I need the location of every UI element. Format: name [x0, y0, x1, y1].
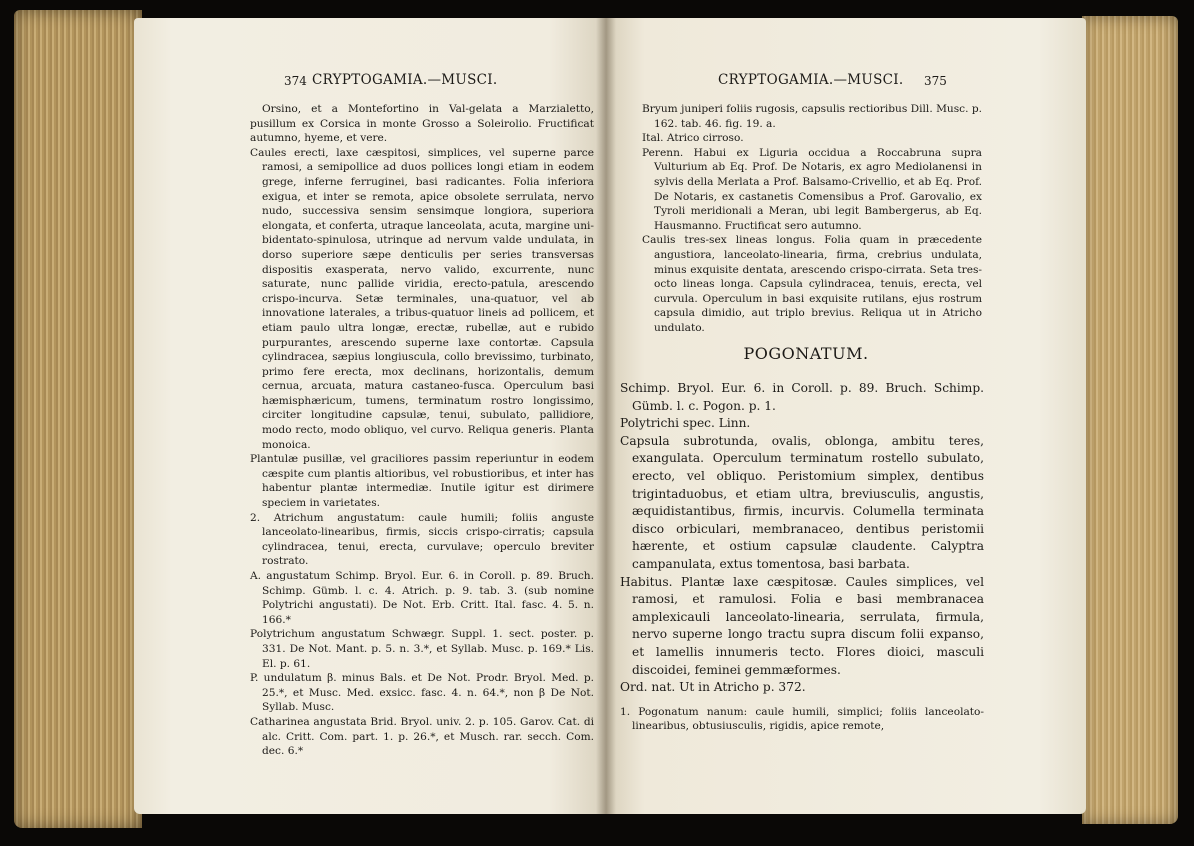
right-paragraph-3: Caulis tres-sex lineas longus. Folia quam in præcedente angustiora, lanceolato-linearia, firma, crebrius undulata, minus exquisite dentata, arescendo crispo-cirrata. Seta tres-octo lineas longa. Capsula cylindracea, tenuis, erecta, vel curvula. Operculum in basi exquisite rutilans, ejus rostrum capsula dimidio, aut triplo brevius. Reliqua ut in Atricho undulato. — [642, 234, 982, 334]
right-page-number: 375 — [924, 74, 947, 88]
left-paragraph-6: P. undulatum β. minus Bals. et De Not. Prodr. Bryol. Med. p. 25.*, et Musc. Med. exsicc. fasc. 4. n. 64.*, non β De Not. Syllab. Musc. — [250, 672, 594, 714]
right-page — [606, 18, 1086, 814]
right-paragraph-7: Habitus. Plantæ laxe cæspitosæ. Caules simplices, vel ramosi, et ramulosi. Folia e basi membranacea amplexicauli lanceolato-linearia, serrulata, firmula, nervo superne longo tractu supra discum folii expanso, et lamellis innumeris tecto. Flores dioici, masculi discoidei, feminei gemmæformes. — [620, 574, 984, 677]
left-page — [134, 18, 606, 814]
right-paragraph-0: Bryum juniperi foliis rugosis, capsulis rectioribus Dill. Musc. p. 162. tab. 46. fig. 19. a. — [642, 103, 982, 130]
right-paragraph-1: Ital. Atrico cirroso. — [642, 132, 744, 145]
right-body-text-top — [642, 102, 982, 336]
right-running-head: CRYPTOGAMIA.—MUSCI. — [718, 72, 904, 88]
right-paragraph-6: Capsula subrotunda, ovalis, oblonga, ambitu teres, exangulata. Operculum terminatum rostello subulato, erecto, vel obliquo. Peristomium simplex, dentibus trigintaduobus, et etiam ultra, breviusculis, angustis, æquidistantibus, firmis, incurvis. Columella terminata disco orbiculari, membranaceo, dentibus peristomii hærente, et ostium capsulæ claudente. Calyptra campanulata, extus tomentosa, basi barbata. — [620, 433, 984, 571]
right-paragraph-2: Perenn. Habui ex Liguria occidua a Roccabruna supra Vulturium ab Eq. Prof. De Notaris, ex agro Mediolanensi in sylvis della Merlata a Prof. Balsamo-Crivellio, et ab Eq. Prof. De Notaris, ex castanetis Comensibus a Prof. Garovalio, ex Tyroli meridionali a Meran, ubi legit Bambergerus, ab Eq. Hausmanno. Fructificat sero autumno. — [642, 146, 982, 232]
left-paragraph-1: Caules erecti, laxe cæspitosi, simplices, vel superne parce ramosi, a semipollice ad duos pollices longi etiam in eodem grege, inferne ferruginei, basi radicantes. Folia inferiora exigua, et inter se remota, apice obsolete serrulata, nervo nudo, successiva sensim sensimque longiora, superiora elongata, et conferta, utraque lanceolata, acuta, margine uni-bidentato-spinulosa, utrinque ad nervum valde undulata, in dorso superiore sæpe denticulis per series transversas dispositis exasperata, nervo valido, excurrente, nunc saturate, nunc pallide viridia, erecto-patula, arescendo crispo-incurva. Setæ terminales, una-quatuor, vel ab innovatione laterales, a tribus-quatuor lineis ad pollicem, et etiam paulo ultra longæ, erectæ, rubellæ, aut e rubido purpurantes, arescendo superne laxe contortæ. Capsula cylindracea, sæpius longiuscula, collo brevissimo, turbinato, primo fere erecta, mox declinans, horizontalis, demum cernua, arcuata, matura castaneo-fusca. Operculum basi hæmisphæricum, tumens, terminatum rostro longissimo, circiter longitudine capsulæ, tenui, subulato, pallidiore, modo recto, modo obliquo, vel curvo. Reliqua generis. Planta monoica. — [250, 146, 594, 451]
right-body-text-bottom — [620, 380, 984, 734]
right-paragraph-4: Schimp. Bryol. Eur. 6. in Coroll. p. 89. Bruch. Schimp. Gümb. l. c. Pogon. p. 1. — [620, 381, 984, 413]
genus-heading: POGONATUM. — [743, 344, 869, 363]
book-page-edges-left — [14, 10, 142, 828]
book-gutter — [596, 18, 616, 814]
book-page-edges-right — [1082, 16, 1178, 824]
left-page-number: 374 — [284, 74, 307, 88]
right-paragraph-9: 1. Pogonatum nanum: caule humili, simplici; foliis lanceolato-linearibus, obtusiusculis, rigidis, apice remote, — [620, 705, 984, 733]
left-paragraph-5: Polytrichum angustatum Schwægr. Suppl. 1. sect. poster. p. 331. De Not. Mant. p. 5. n. 3.*, et Syllab. Musc. p. 169.* Lis. El. p. 61. — [250, 628, 594, 670]
left-paragraph-0: Orsino, et a Montefortino in Val-gelata a Marzialetto, pusillum ex Corsica in monte Grosso a Soleirolio. Fructificat autumno, hyeme, et vere. — [250, 103, 594, 145]
left-paragraph-3: 2. Atrichum angustatum: caule humili; foliis anguste lanceolato-linearibus, firmis, siccis crispo-cirratis; capsula cylindracea, tenui, erecta, curvulave; operculo breviter rostrato. — [250, 511, 594, 568]
left-paragraph-7: Catharinea angustata Brid. Bryol. univ. 2. p. 105. Garov. Cat. di alc. Critt. Com. part. 1. p. 26.*, et Musch. rar. secch. Com. dec. 6.* — [250, 715, 594, 758]
left-paragraph-4: A. angustatum Schimp. Bryol. Eur. 6. in Coroll. p. 89. Bruch. Schimp. Gümb. l. c. 4. Atrich. p. 9. tab. 3. (sub nomine Polytrichi angustati). De Not. Erb. Critt. Ital. fasc. 4. 5. n. 166.* — [250, 570, 594, 626]
right-paragraph-8: Ord. nat. Ut in Atricho p. 372. — [620, 680, 806, 695]
left-paragraph-2: Plantulæ pusillæ, vel graciliores passim reperiuntur in eodem cæspite cum plantis altioribus, vel robustioribus, et inter has habentur plantæ intermediæ. Inutile igitur est dirimere speciem in varietates. — [250, 453, 594, 510]
left-running-head: CRYPTOGAMIA.—MUSCI. — [312, 72, 498, 88]
left-body-text — [250, 102, 594, 759]
right-paragraph-5: Polytrichi spec. Linn. — [620, 416, 751, 431]
